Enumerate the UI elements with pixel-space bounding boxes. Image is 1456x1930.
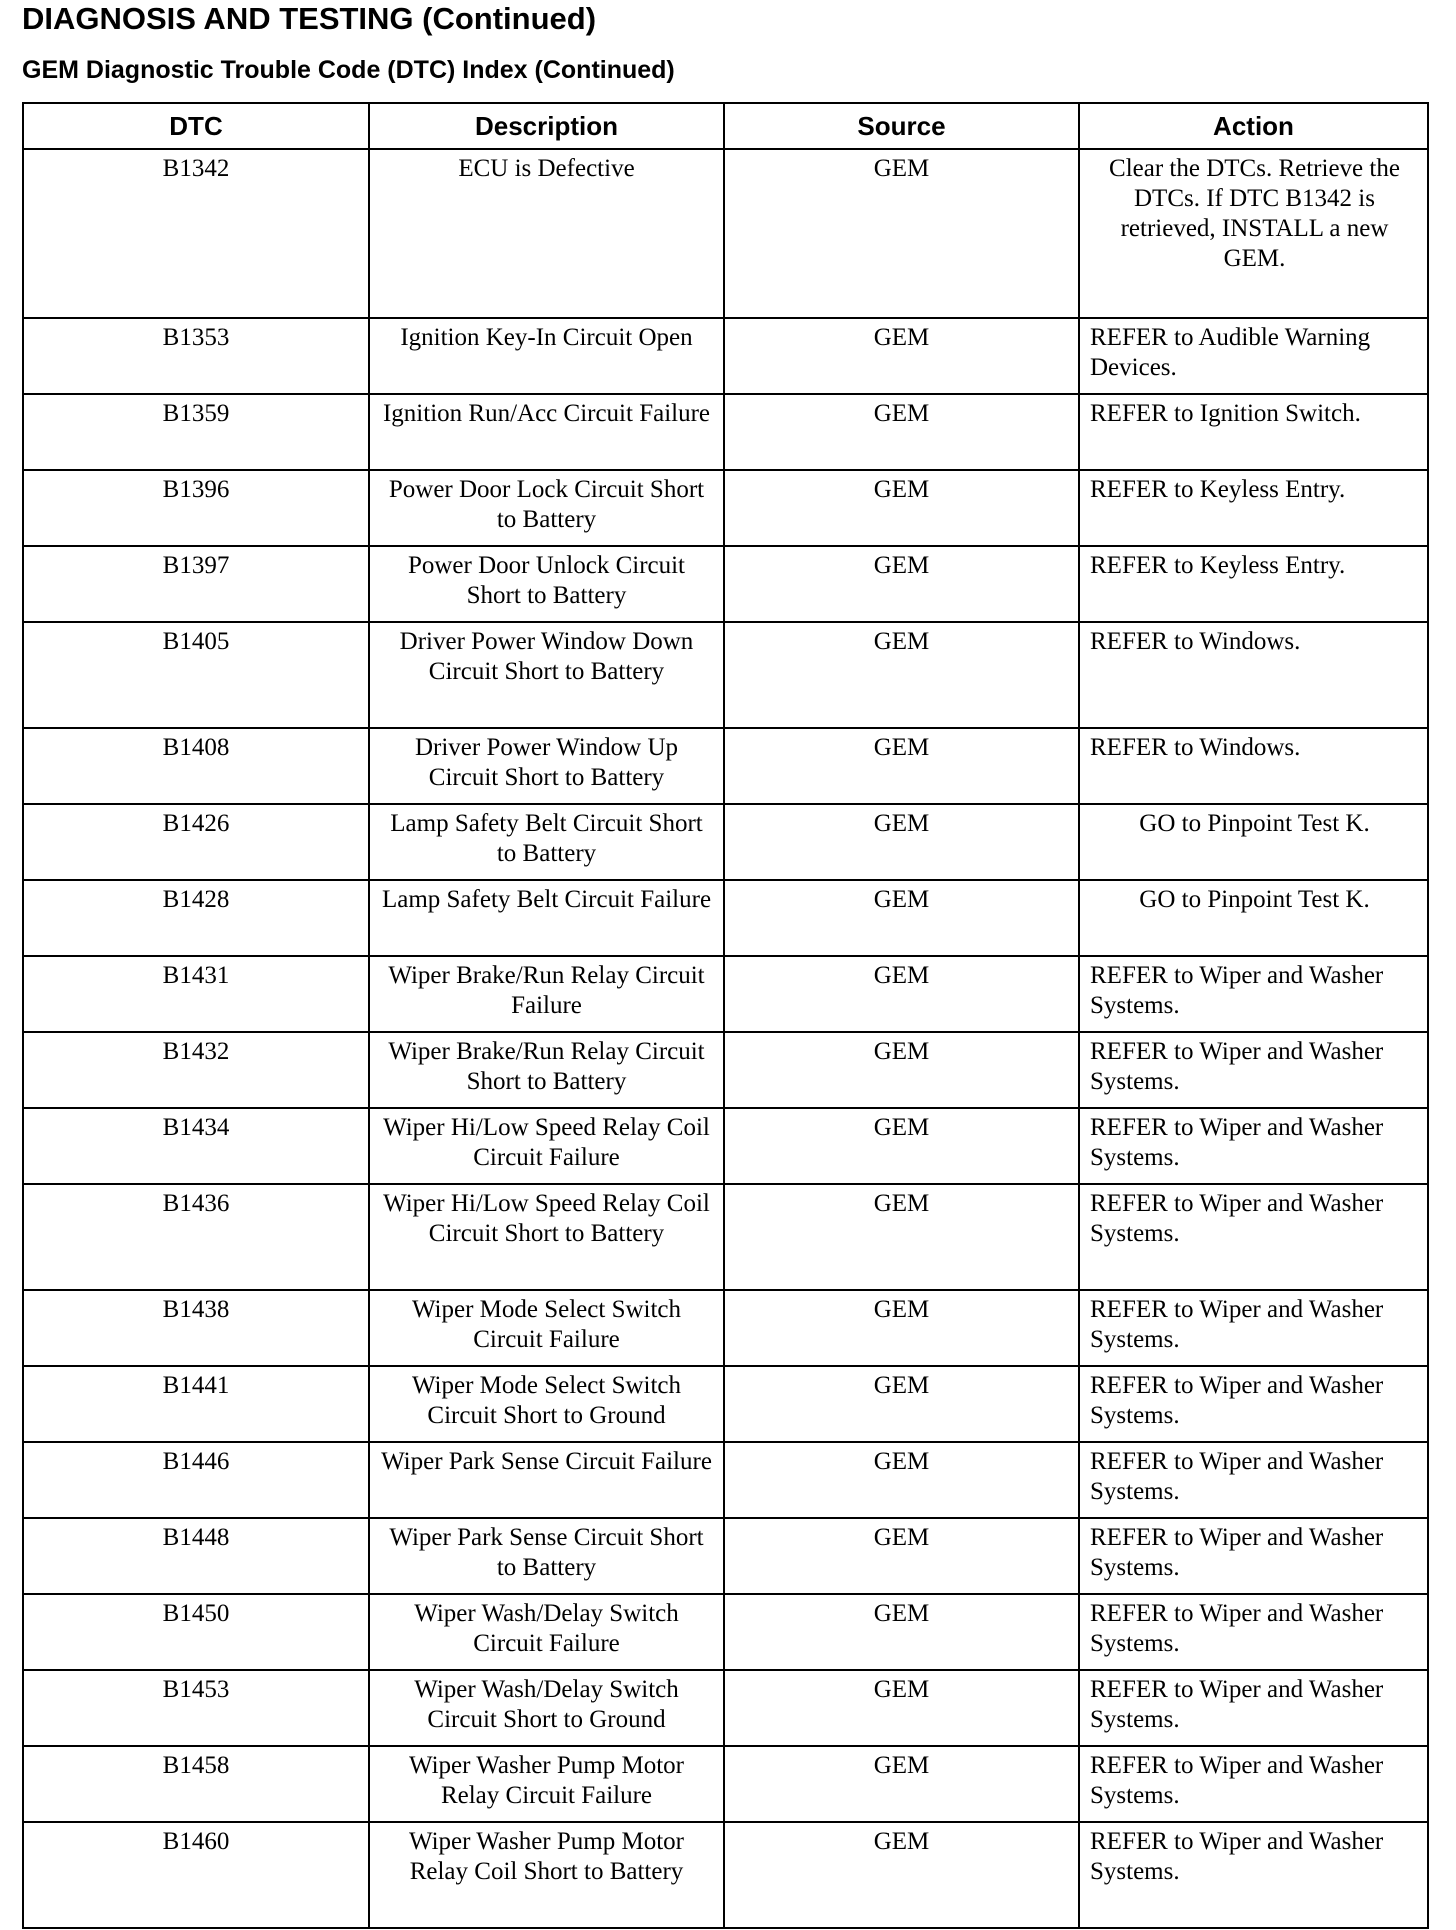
table-row: [23, 394, 1428, 470]
dtc-source: GEM: [724, 1184, 1079, 1290]
dtc-code: B1426: [23, 804, 369, 880]
table-row: [23, 1746, 1428, 1822]
table-row: [23, 1184, 1428, 1290]
dtc-code: B1436: [23, 1184, 369, 1290]
dtc-action: REFER to Wiper and Washer Systems.: [1079, 1108, 1428, 1184]
dtc-source: GEM: [724, 470, 1079, 546]
table-header-row: [23, 103, 1428, 149]
dtc-action: GO to Pinpoint Test K.: [1079, 880, 1428, 956]
table-row: [23, 622, 1428, 728]
dtc-description: Wiper Mode Select Switch Circuit Failure: [369, 1290, 724, 1366]
dtc-action: GO to Pinpoint Test K.: [1079, 804, 1428, 880]
dtc-code: B1450: [23, 1594, 369, 1670]
dtc-source: GEM: [724, 880, 1079, 956]
table-row: [23, 1290, 1428, 1366]
table-row: [23, 1594, 1428, 1670]
header-source: Source: [724, 103, 1079, 149]
table-row: [23, 546, 1428, 622]
dtc-source: GEM: [724, 1594, 1079, 1670]
dtc-source: GEM: [724, 1442, 1079, 1518]
dtc-code: B1405: [23, 622, 369, 728]
dtc-description: Wiper Hi/Low Speed Relay Coil Circuit Failure: [369, 1108, 724, 1184]
table-row: [23, 1108, 1428, 1184]
dtc-source: GEM: [724, 318, 1079, 394]
dtc-code: B1453: [23, 1670, 369, 1746]
dtc-description: Power Door Unlock Circuit Short to Battery: [369, 546, 724, 622]
dtc-code: B1446: [23, 1442, 369, 1518]
dtc-code: B1458: [23, 1746, 369, 1822]
dtc-source: GEM: [724, 1032, 1079, 1108]
dtc-code: B1353: [23, 318, 369, 394]
page-heading: DIAGNOSIS AND TESTING (Continued): [22, 1, 597, 36]
dtc-action: Clear the DTCs. Retrieve the DTCs. If DTC B1342 is retrieved, INSTALL a new GEM.: [1079, 149, 1428, 318]
dtc-description: Wiper Mode Select Switch Circuit Short to Ground: [369, 1366, 724, 1442]
table-row: [23, 728, 1428, 804]
dtc-description: Wiper Park Sense Circuit Failure: [369, 1442, 724, 1518]
dtc-source: GEM: [724, 622, 1079, 728]
dtc-action: REFER to Windows.: [1079, 728, 1428, 804]
dtc-code: B1434: [23, 1108, 369, 1184]
table-row: [23, 1518, 1428, 1594]
dtc-description: Lamp Safety Belt Circuit Failure: [369, 880, 724, 956]
dtc-code: B1438: [23, 1290, 369, 1366]
dtc-description: Wiper Washer Pump Motor Relay Coil Short to Battery: [369, 1822, 724, 1928]
dtc-source: GEM: [724, 1822, 1079, 1928]
dtc-description: Wiper Hi/Low Speed Relay Coil Circuit Short to Battery: [369, 1184, 724, 1290]
dtc-action: REFER to Wiper and Washer Systems.: [1079, 1442, 1428, 1518]
dtc-action: REFER to Ignition Switch.: [1079, 394, 1428, 470]
table-row: [23, 318, 1428, 394]
dtc-source: GEM: [724, 1670, 1079, 1746]
dtc-description: Ignition Key-In Circuit Open: [369, 318, 724, 394]
dtc-code: B1428: [23, 880, 369, 956]
dtc-action: REFER to Wiper and Washer Systems.: [1079, 1594, 1428, 1670]
dtc-code: B1342: [23, 149, 369, 318]
table-row: [23, 880, 1428, 956]
dtc-source: GEM: [724, 956, 1079, 1032]
dtc-source: GEM: [724, 1290, 1079, 1366]
dtc-code: B1460: [23, 1822, 369, 1928]
table-row: [23, 149, 1428, 318]
dtc-action: REFER to Wiper and Washer Systems.: [1079, 1670, 1428, 1746]
dtc-description: ECU is Defective: [369, 149, 724, 318]
dtc-source: GEM: [724, 1746, 1079, 1822]
dtc-source: GEM: [724, 1366, 1079, 1442]
header-dtc: DTC: [23, 103, 369, 149]
table-row: [23, 1442, 1428, 1518]
dtc-action: REFER to Wiper and Washer Systems.: [1079, 1822, 1428, 1928]
dtc-code: B1397: [23, 546, 369, 622]
dtc-description: Lamp Safety Belt Circuit Short to Battery: [369, 804, 724, 880]
dtc-description: Ignition Run/Acc Circuit Failure: [369, 394, 724, 470]
dtc-source: GEM: [724, 394, 1079, 470]
dtc-action: REFER to Wiper and Washer Systems.: [1079, 1032, 1428, 1108]
dtc-description: Wiper Wash/Delay Switch Circuit Short to Ground: [369, 1670, 724, 1746]
header-description: Description: [369, 103, 724, 149]
dtc-action: REFER to Wiper and Washer Systems.: [1079, 1518, 1428, 1594]
dtc-code: B1431: [23, 956, 369, 1032]
dtc-action: REFER to Wiper and Washer Systems.: [1079, 956, 1428, 1032]
dtc-description: Wiper Wash/Delay Switch Circuit Failure: [369, 1594, 724, 1670]
header-action: Action: [1079, 103, 1428, 149]
dtc-description: Wiper Washer Pump Motor Relay Circuit Failure: [369, 1746, 724, 1822]
table-row: [23, 956, 1428, 1032]
dtc-action: REFER to Wiper and Washer Systems.: [1079, 1290, 1428, 1366]
dtc-code: B1359: [23, 394, 369, 470]
dtc-description: Driver Power Window Down Circuit Short to Battery: [369, 622, 724, 728]
dtc-description: Wiper Park Sense Circuit Short to Battery: [369, 1518, 724, 1594]
dtc-description: Driver Power Window Up Circuit Short to Battery: [369, 728, 724, 804]
table-row: [23, 470, 1428, 546]
table-row: [23, 1032, 1428, 1108]
table-row: [23, 1366, 1428, 1442]
dtc-action: REFER to Windows.: [1079, 622, 1428, 728]
dtc-code: B1448: [23, 1518, 369, 1594]
dtc-code: B1408: [23, 728, 369, 804]
dtc-code: B1396: [23, 470, 369, 546]
dtc-source: GEM: [724, 546, 1079, 622]
dtc-code: B1432: [23, 1032, 369, 1108]
dtc-description: Wiper Brake/Run Relay Circuit Failure: [369, 956, 724, 1032]
table-row: [23, 804, 1428, 880]
dtc-source: GEM: [724, 728, 1079, 804]
dtc-action: REFER to Wiper and Washer Systems.: [1079, 1746, 1428, 1822]
dtc-action: REFER to Wiper and Washer Systems.: [1079, 1184, 1428, 1290]
dtc-source: GEM: [724, 149, 1079, 318]
dtc-source: GEM: [724, 1518, 1079, 1594]
dtc-code: B1441: [23, 1366, 369, 1442]
dtc-source: GEM: [724, 1108, 1079, 1184]
dtc-description: Wiper Brake/Run Relay Circuit Short to Battery: [369, 1032, 724, 1108]
dtc-action: REFER to Audible Warning Devices.: [1079, 318, 1428, 394]
table-subheading: GEM Diagnostic Trouble Code (DTC) Index (Continued): [22, 56, 675, 84]
dtc-action: REFER to Keyless Entry.: [1079, 546, 1428, 622]
dtc-action: REFER to Wiper and Washer Systems.: [1079, 1366, 1428, 1442]
dtc-action: REFER to Keyless Entry.: [1079, 470, 1428, 546]
table-row: [23, 1822, 1428, 1928]
dtc-description: Power Door Lock Circuit Short to Battery: [369, 470, 724, 546]
table-row: [23, 1670, 1428, 1746]
dtc-index-table: [22, 102, 1429, 1929]
dtc-source: GEM: [724, 804, 1079, 880]
